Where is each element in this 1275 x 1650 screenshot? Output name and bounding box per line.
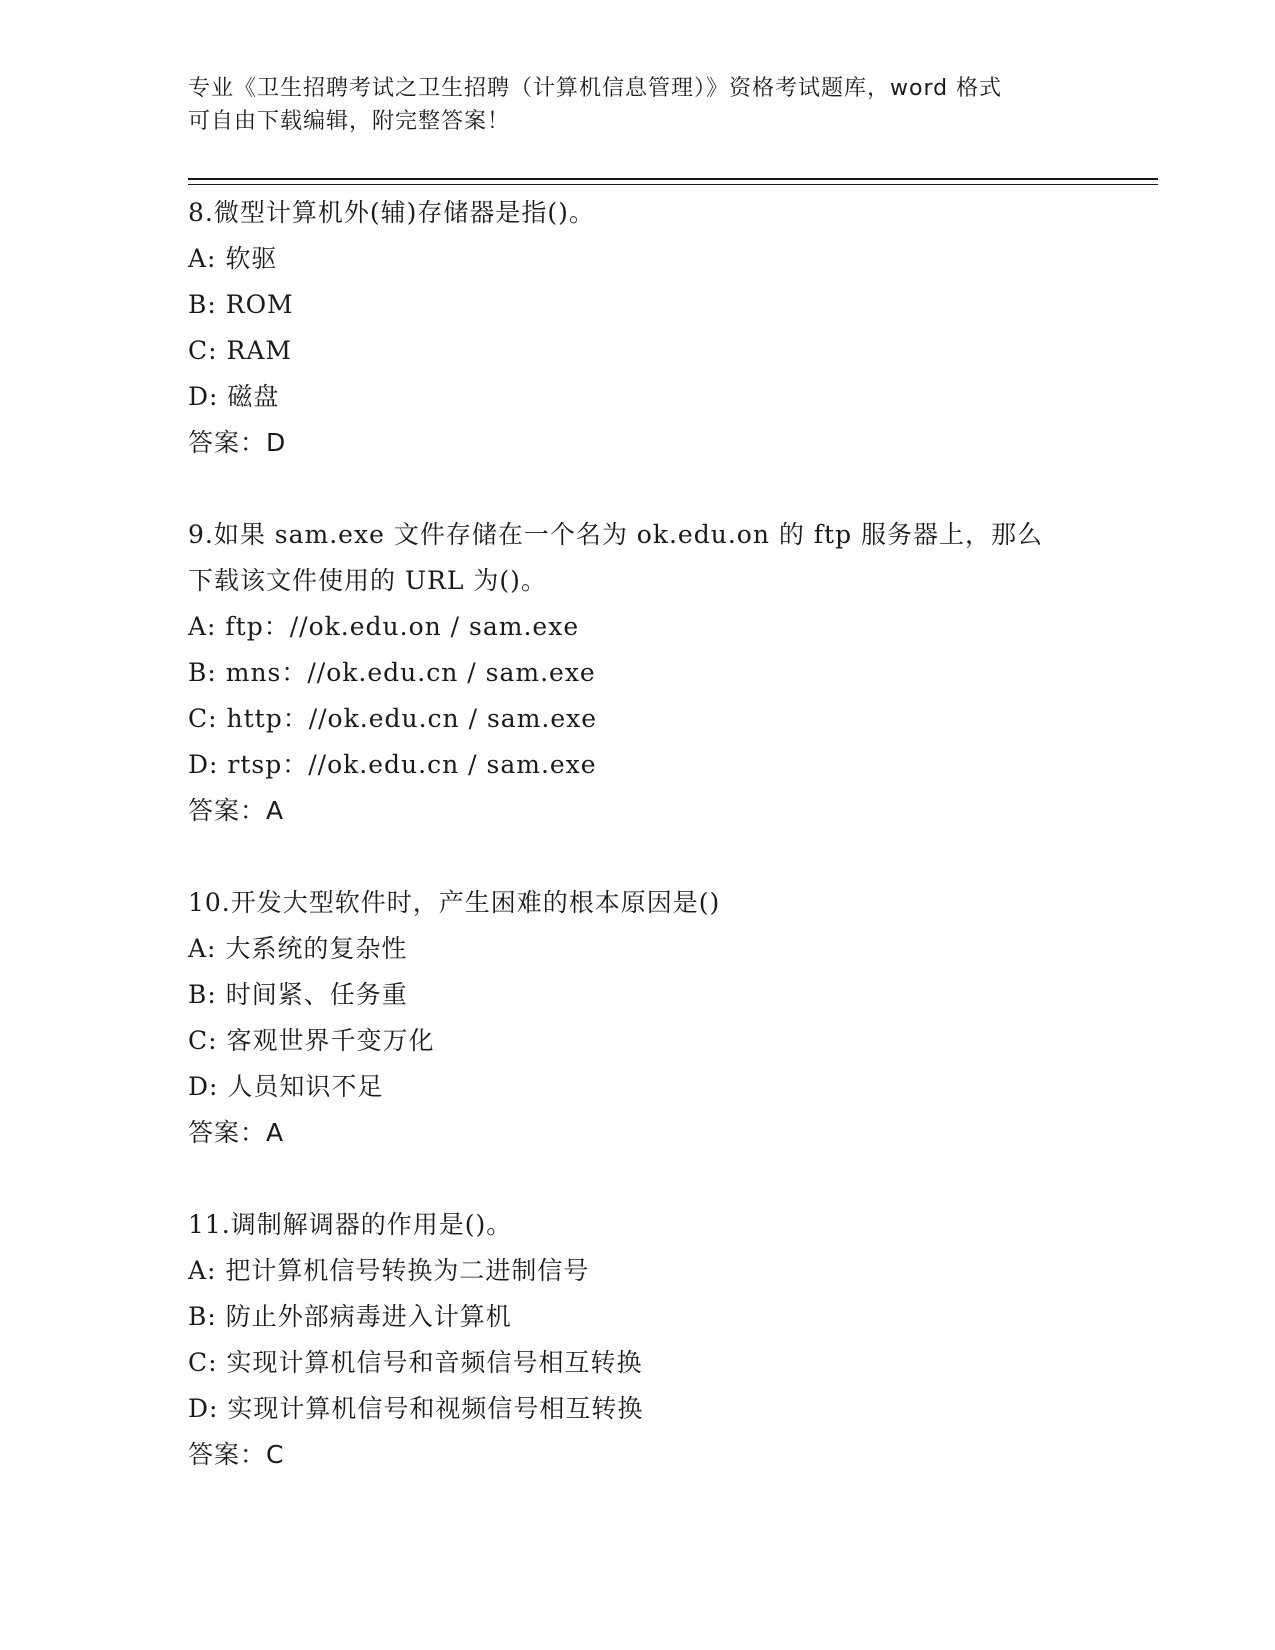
question-stem: 11.调制解调器的作用是()。 xyxy=(188,1210,513,1239)
question-stem: 8.微型计算机外(辅)存储器是指()。 xyxy=(188,198,595,227)
answer-line: 答案：D xyxy=(188,428,287,457)
question-stem: 10.开发大型软件时，产生困难的根本原因是() xyxy=(188,888,721,917)
header-divider-thick xyxy=(188,178,1158,180)
answer-line: 答案：C xyxy=(188,1440,285,1469)
option-c: C: RAM xyxy=(188,336,292,365)
option-c: C: 实现计算机信号和音频信号相互转换 xyxy=(188,1348,643,1377)
option-a: A: 大系统的复杂性 xyxy=(188,934,408,963)
document-header xyxy=(188,72,1088,138)
answer-line: 答案：A xyxy=(188,796,285,825)
question-11 xyxy=(188,1202,1088,1478)
option-a: A: ftp：//ok.edu.on / sam.exe xyxy=(188,612,580,641)
option-d: D: 实现计算机信号和视频信号相互转换 xyxy=(188,1394,644,1423)
question-list xyxy=(188,190,1088,1524)
option-b: B: ROM xyxy=(188,290,294,319)
option-d: D: 人员知识不足 xyxy=(188,1072,384,1101)
header-line-1: 专业《卫生招聘考试之卫生招聘（计算机信息管理）》资格考试题库，word 格式 xyxy=(188,76,1003,101)
question-10 xyxy=(188,880,1088,1156)
option-a: A: 软驱 xyxy=(188,244,278,273)
option-b: B: mns：//ok.edu.cn / sam.exe xyxy=(188,658,596,687)
option-b: B: 防止外部病毒进入计算机 xyxy=(188,1302,512,1331)
header-line-2: 可自由下载编辑，附完整答案！ xyxy=(188,109,511,134)
option-b: B: 时间紧、任务重 xyxy=(188,980,408,1009)
question-8 xyxy=(188,190,1088,466)
option-c: C: http：//ok.edu.cn / sam.exe xyxy=(188,704,598,733)
question-stem: 9.如果 sam.exe 文件存储在一个名为 ok.edu.on 的 ftp 服务器上，那么下载该文件使用的 URL 为()。 xyxy=(188,520,1044,595)
option-d: D: 磁盘 xyxy=(188,382,280,411)
header-divider-thin xyxy=(188,184,1158,185)
option-a: A: 把计算机信号转换为二进制信号 xyxy=(188,1256,590,1285)
option-d: D: rtsp：//ok.edu.cn / sam.exe xyxy=(188,750,597,779)
option-c: C: 客观世界千变万化 xyxy=(188,1026,435,1055)
answer-line: 答案：A xyxy=(188,1118,285,1147)
question-9 xyxy=(188,512,1088,834)
